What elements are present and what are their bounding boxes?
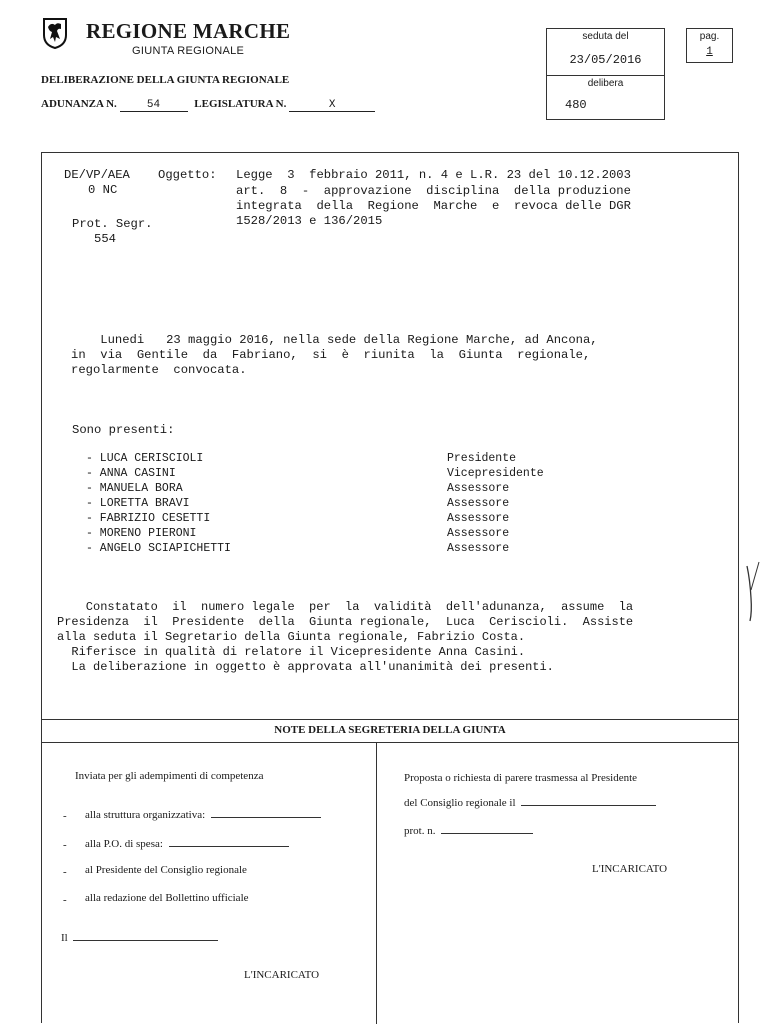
page-number: 1 — [706, 46, 713, 58]
il-blank-line — [73, 931, 218, 941]
member-role: Assessore — [447, 527, 510, 540]
right-incaricato: L'INCARICATO — [592, 863, 668, 875]
member-name: - ANNA CASINI — [86, 467, 176, 480]
page-label: pag. — [699, 31, 720, 42]
presenti-label: Sono presenti: — [72, 423, 175, 437]
member-name: - MANUELA BORA — [86, 482, 183, 495]
notes-right-prot — [404, 824, 533, 837]
notes-title: NOTE DELLA SEGRETERIA DELLA GIUNTA — [274, 724, 506, 736]
notes-left-item-label: alla P.O. di spesa: — [85, 838, 163, 850]
member-name: - MORENO PIERONI — [86, 527, 197, 540]
il-label: Il — [61, 932, 68, 944]
oggetto-label: Oggetto: — [158, 168, 217, 182]
region-name: REGIONE MARCHE — [86, 19, 291, 43]
seduta-label: seduta del — [582, 31, 629, 42]
intro-line-1: Lunedi 23 maggio 2016, nella sede della Regione Marche, ad Ancona, — [71, 333, 598, 347]
oggetto-line-2: art. 8 - approvazione disciplina della produzione — [236, 184, 631, 198]
notes-right-line1: Proposta o richiesta di parere trasmessa al Presidente — [404, 772, 638, 784]
notes-right-line2-label: del Consiglio regionale il — [404, 797, 516, 809]
closing-line-5: La deliberazione in oggetto è approvata all'unanimità dei presenti. — [57, 660, 554, 674]
bullet-dash: - — [63, 810, 67, 822]
notes-left-item: alla redazione del Bollettino ufficiale — [85, 892, 249, 904]
notes-left-item — [85, 808, 321, 821]
protocol-code2: 0 NC — [88, 183, 118, 197]
oggetto-line-4: 1528/2013 e 136/2015 — [236, 214, 383, 228]
po-spesa-blank-line — [169, 837, 289, 847]
protocol-code: DE/VP/AEA — [64, 168, 130, 182]
closing-line-2: Presidenza il Presidente della Giunta regionale, Luca Ceriscioli. Assiste — [57, 615, 634, 629]
notes-left-item: al Presidente del Consiglio regionale — [85, 864, 247, 876]
deliberazione-title: DELIBERAZIONE DELLA GIUNTA REGIONALE — [41, 74, 290, 86]
adunanza-value: 54 — [120, 99, 188, 112]
region-crest-icon — [42, 17, 68, 49]
adunanza-label: ADUNANZA N. — [41, 98, 117, 110]
legislatura-value: X — [289, 99, 375, 112]
delibera-number: 480 — [565, 98, 587, 112]
delibera-label: delibera — [587, 78, 624, 89]
struttura-blank-line — [211, 808, 321, 818]
bullet-dash: - — [63, 866, 67, 878]
oggetto-line-3: integrata della Regione Marche e revoca delle DGR — [236, 199, 631, 213]
member-name: - LUCA CERISCIOLI — [86, 452, 204, 465]
member-role: Assessore — [447, 542, 510, 555]
member-name: - FABRIZIO CESETTI — [86, 512, 211, 525]
member-role: Assessore — [447, 482, 510, 495]
notes-right-line2 — [404, 796, 656, 809]
closing-line-4: Riferisce in qualità di relatore il Vicepresidente Anna Casini. — [57, 645, 526, 659]
notes-column-divider — [376, 742, 377, 1024]
member-role: Presidente — [447, 452, 517, 465]
member-role: Assessore — [447, 512, 510, 525]
notes-left-item — [85, 837, 289, 850]
bullet-dash: - — [63, 839, 67, 851]
consiglio-date-blank-line — [521, 796, 656, 806]
seduta-date: 23/05/2016 — [569, 53, 642, 67]
oggetto-line-1: Legge 3 febbraio 2011, n. 4 e L.R. 23 del 10.12.2003 — [236, 168, 631, 182]
member-name: - ANGELO SCIAPICHETTI — [86, 542, 231, 555]
notes-left-item-label: alla struttura organizzativa: — [85, 809, 206, 821]
prot-segr-value: 554 — [94, 232, 116, 246]
member-name: - LORETTA BRAVI — [86, 497, 190, 510]
region-subtitle: GIUNTA REGIONALE — [132, 45, 245, 57]
adunanza-line — [41, 98, 375, 112]
notes-left-heading: Inviata per gli adempimenti di competenza — [75, 770, 264, 782]
intro-line-2: in via Gentile da Fabriano, si è riunita la Giunta regionale, — [71, 348, 591, 362]
handwritten-mark-icon — [738, 560, 766, 624]
closing-line-3: alla seduta il Segretario della Giunta regionale, Fabrizio Costa. — [57, 630, 526, 644]
legislatura-label: LEGISLATURA N. — [194, 98, 287, 110]
closing-line-1: Constatato il numero legale per la validità dell'adunanza, assume la — [57, 600, 634, 614]
seduta-box — [546, 28, 665, 120]
divider — [41, 742, 739, 743]
notes-right-prot-label: prot. n. — [404, 825, 436, 837]
left-incaricato: L'INCARICATO — [244, 969, 320, 981]
bullet-dash: - — [63, 894, 67, 906]
member-role: Assessore — [447, 497, 510, 510]
intro-line-3: regolarmente convocata. — [71, 363, 247, 377]
divider — [41, 719, 739, 720]
page-number-box — [686, 28, 733, 63]
prot-segr-label: Prot. Segr. — [72, 217, 153, 231]
member-role: Vicepresidente — [447, 467, 544, 480]
prot-blank-line — [441, 824, 533, 834]
il-date-line — [61, 931, 218, 944]
